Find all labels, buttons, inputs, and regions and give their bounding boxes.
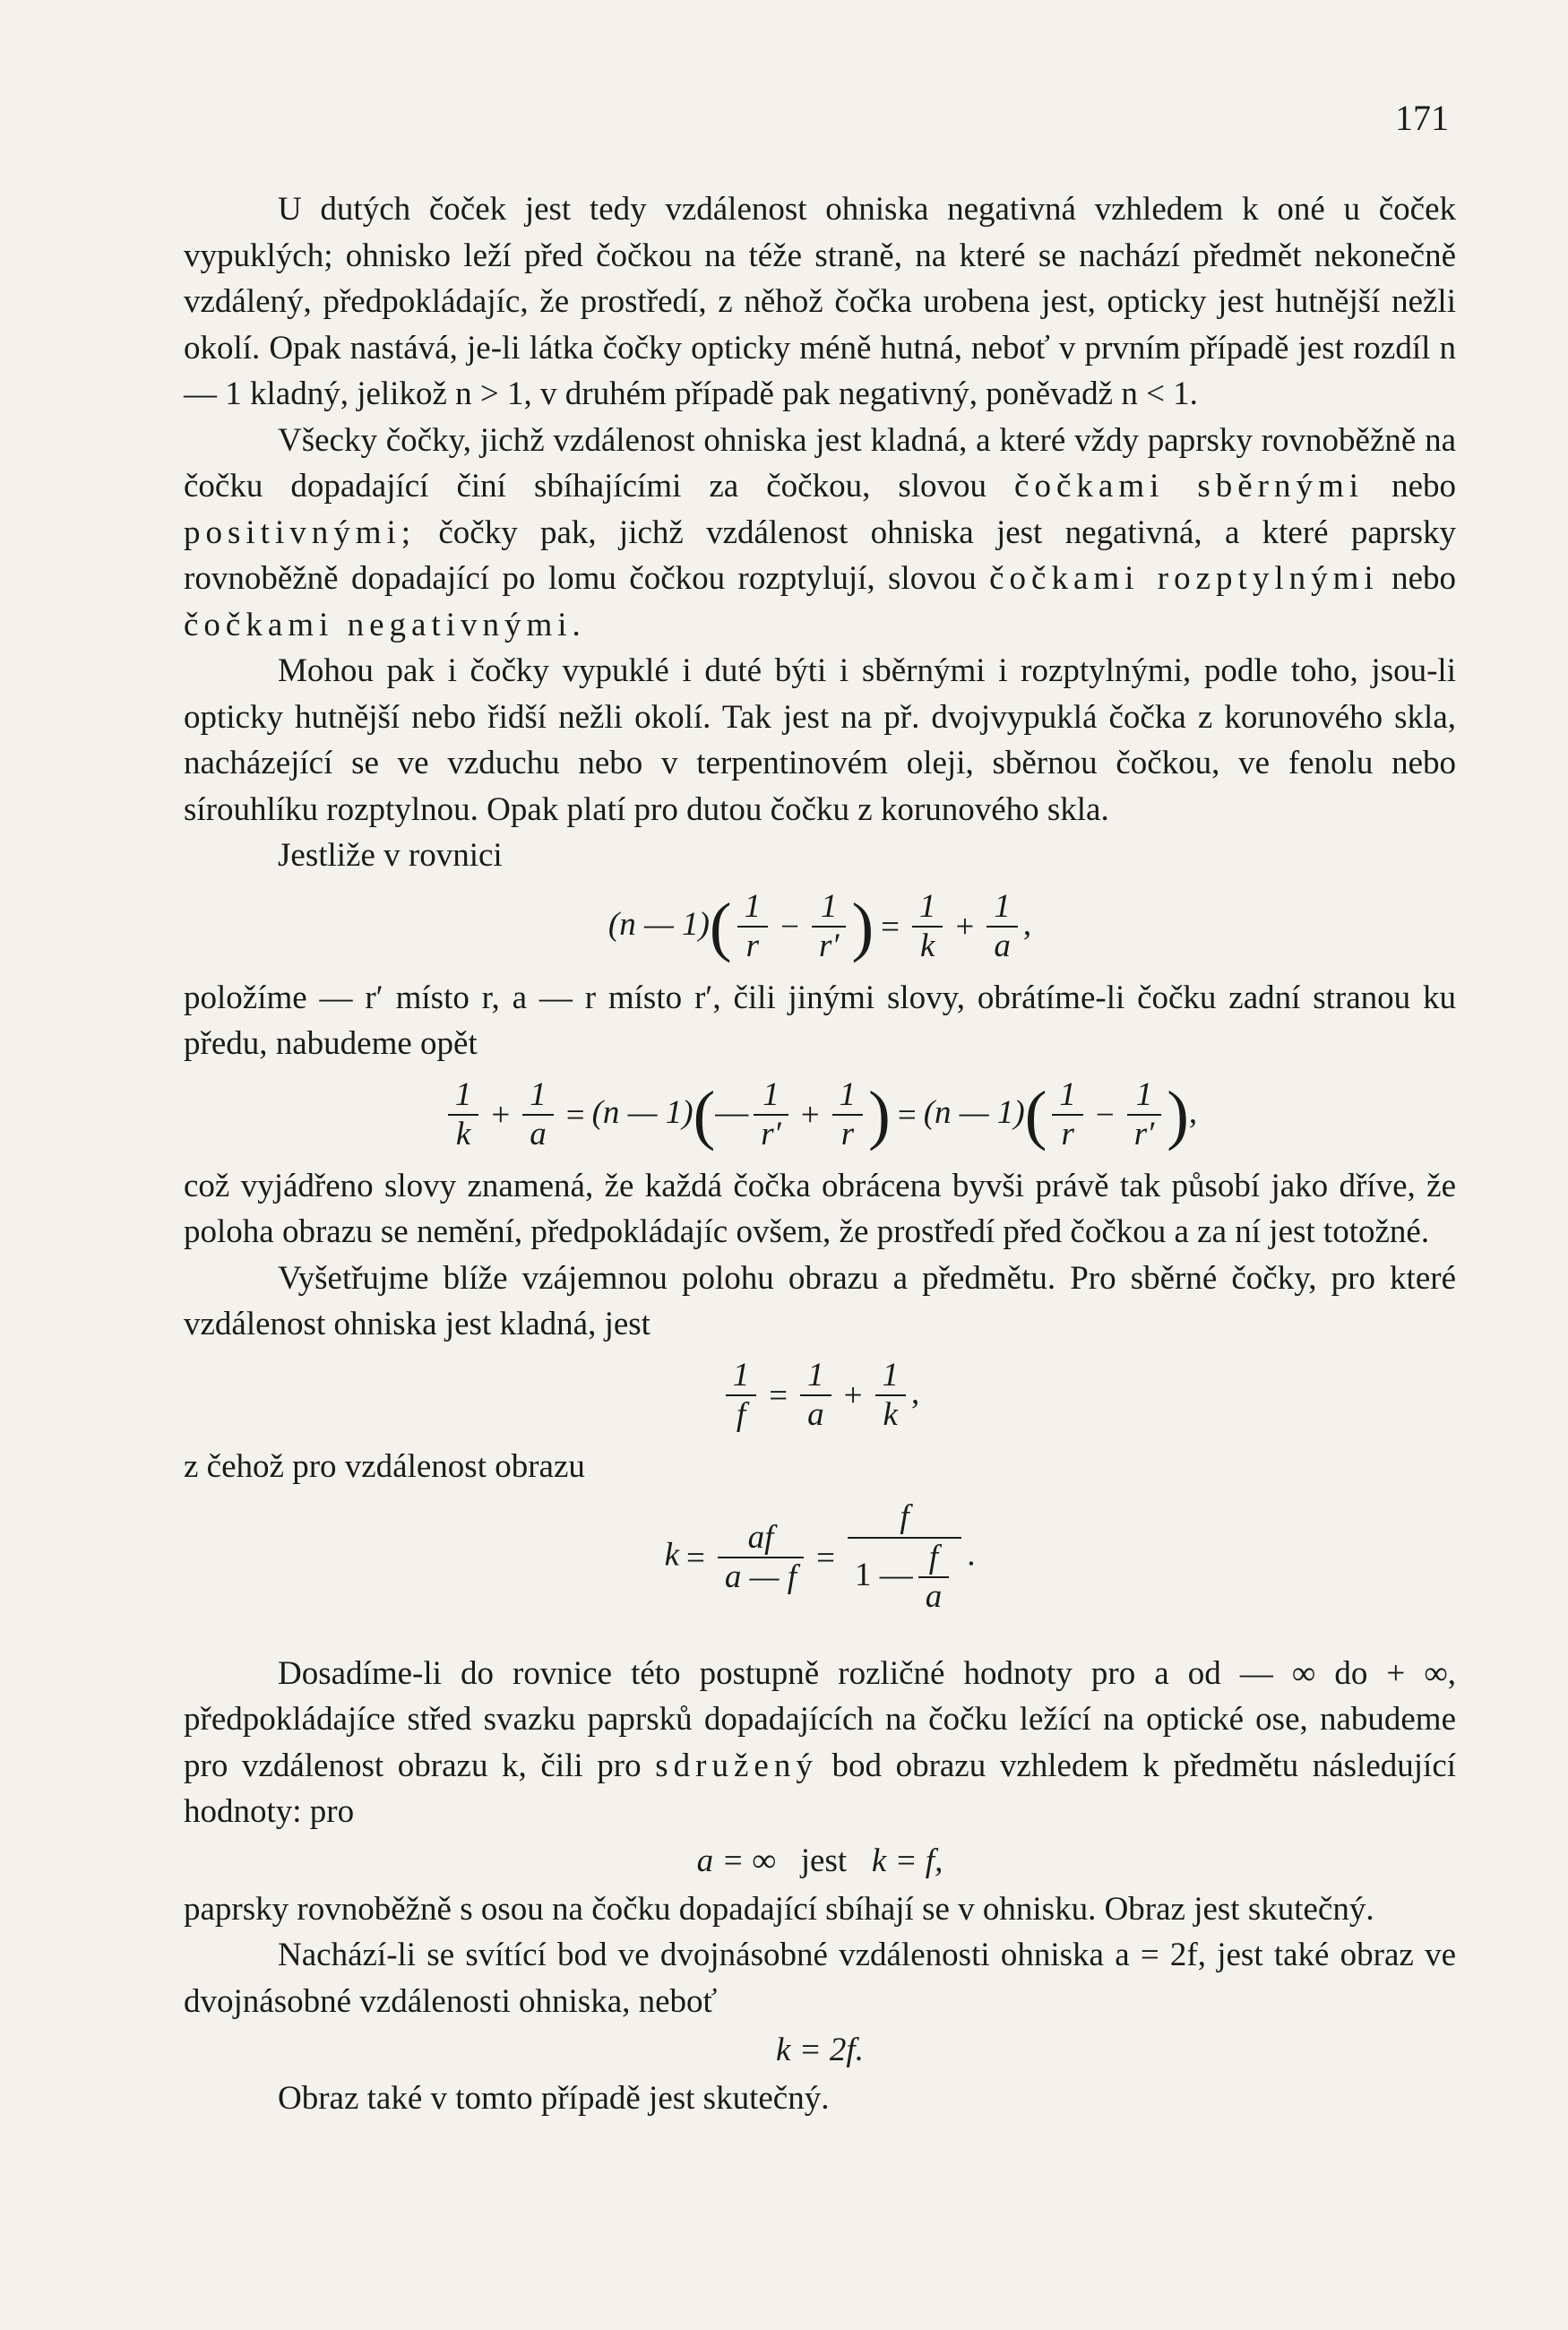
text-run: nebo bbox=[1391, 468, 1457, 505]
equation-focal: $\frac{1}{f}$ = $\frac{1}{a}$ + $\frac{1}{k}$ , bbox=[184, 1357, 1456, 1435]
text-run: bod obrazu vzhledem k předmětu následující hodnoty: pro bbox=[184, 1747, 1457, 1831]
emphasis: čočkami rozptylnými bbox=[989, 560, 1379, 597]
text-run: Všecky čočky, jichž vzdálenost ohniska jest kladná, a které vždy paprsky rovnoběžně na čočku dopadající činí sbíhajícími za čočkou, slovou bbox=[184, 421, 1456, 505]
equation-reversed-lens: $\frac{1}{k}$ + $\frac{1}{a}$ = (n — 1)(— $\frac{1}{r'}$ + $\frac{1}{r}$ ) = (n — 1)( $\frac{1}{r}$ − $\frac{1}{r'}$ ), bbox=[184, 1076, 1456, 1154]
equation-infinity: a = ∞ jest k = f, bbox=[696, 1842, 943, 1879]
body-text bbox=[184, 186, 1456, 2122]
paragraph: U dutých čoček jest tedy vzdálenost ohniska negativná vzhledem k oné u čoček vypuklých; ohnisko leží před čočkou na téže straně, na které se nachází předmět nekonečně vzdálený, předpokládajíc, že prostředí, z něhož čočka urobena jest, opticky jest hutnější nežli okolí. Opak nastává, je-li látka čočky opticky méně hutná, neboť v prvním případě jest rozdíl n — 1 kladný, jelikož n > 1, v druhém případě pak negativný, poněvadž n < 1. bbox=[184, 191, 1456, 412]
equation-lens: (n — 1)( $\frac{1}{r}$ − $\frac{1}{r'}$ ) = $\frac{1}{k}$ + $\frac{1}{a}$ , bbox=[607, 887, 1032, 965]
paragraph: z čehož pro vzdálenost obrazu bbox=[184, 1447, 585, 1485]
emphasis: čočkami sběrnými bbox=[1014, 468, 1365, 505]
page-number: 171 bbox=[1395, 98, 1449, 138]
paragraph bbox=[184, 418, 1456, 649]
text-run: čočky pak, jichž vzdálenost ohniska jest negativná, a které paprsky rovnoběžně dopadající po lomu čočkou rozptylují, slovou bbox=[184, 513, 1457, 597]
paragraph: Jestliže v rovnici bbox=[278, 837, 503, 874]
text-run: Dosadíme-li do rovnice této postupně rozličné hodnoty pro a od — ∞ do + ∞, předpokládajíce střed svazku paprsků dopadajících na čočku ležící na optické ose, nabudeme pro vzdálenost obrazu k, čili pro bbox=[184, 1654, 1456, 1784]
paragraph bbox=[184, 1651, 1456, 1835]
emphasis: sdružený bbox=[655, 1747, 818, 1784]
paragraph: Mohou pak i čočky vypuklé i duté býti i sběrnými i rozptylnými, podle toho, jsou-li opticky hutnější nebo řidší nežli okolí. Tak jest na př. dvojvypuklá čočka z korunového skla, nacházející se ve vzduchu nebo v terpentinovém oleji, sběrnou čočkou, ve fenolu nebo sírouhlíku rozptylnou. Opak platí pro dutou čočku z korunového skla. bbox=[184, 652, 1456, 828]
paragraph: paprsky rovnoběžně s osou na čočku dopadající sbíhají se v ohnisku. Obraz jest skutečný. bbox=[184, 1890, 1374, 1928]
equation-image-distance: k = $\frac{af}{a — f}$ = f 1 — $\frac{f}{a}$ . bbox=[664, 1498, 976, 1616]
equation-double: k = 2f. bbox=[776, 2032, 864, 2069]
text-run: nebo bbox=[1391, 560, 1456, 597]
paragraph: Obraz také v tomto případě jest skutečný. bbox=[278, 2080, 830, 2118]
emphasis: positivnými; bbox=[184, 513, 417, 551]
emphasis: čočkami negativnými. bbox=[184, 606, 586, 643]
paragraph: Vyšetřujme blíže vzájemnou polohu obrazu a předmětu. Pro sběrné čočky, pro které vzdálenost ohniska jest kladná, jest bbox=[184, 1259, 1456, 1343]
paragraph: Nachází-li se svítící bod ve dvojnásobné vzdálenosti ohniska a = 2f, jest také obraz ve dvojnásobné vzdálenosti ohniska, neboť bbox=[184, 1937, 1456, 2020]
paragraph: což vyjádřeno slovy znamená, že každá čočka obrácena byvši právě tak působí jako dříve, že poloha obrazu se nemění, předpokládajíc ovšem, že prostředí před čočkou a za ní jest totožné. bbox=[184, 1167, 1456, 1251]
paragraph: položíme — r′ místo r, a — r místo r′, čili jinými slovy, obrátíme-li čočku zadní stranou ku předu, nabudeme opět bbox=[184, 979, 1456, 1063]
eq-term: (n — 1) bbox=[607, 905, 710, 943]
